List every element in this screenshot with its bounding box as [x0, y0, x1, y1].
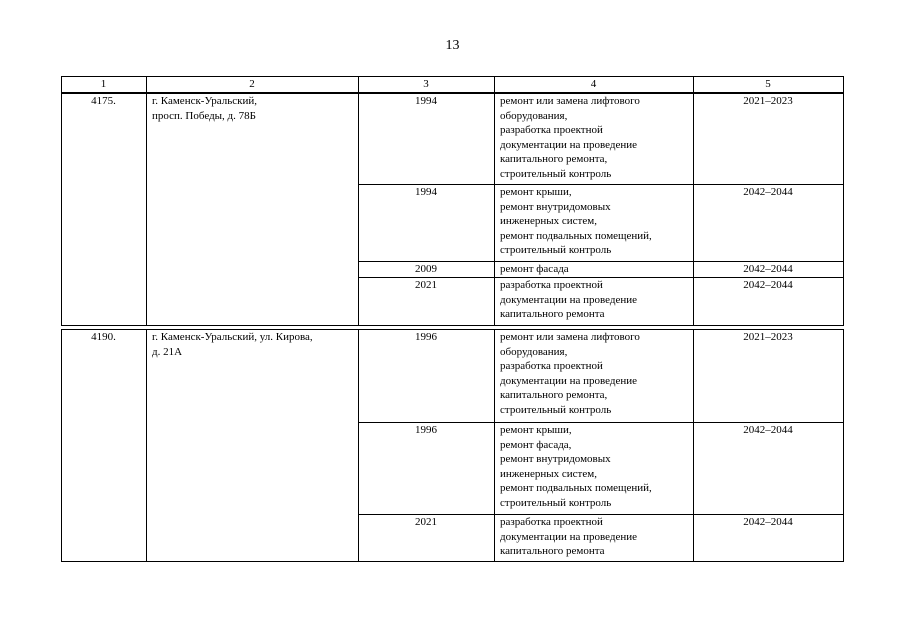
year-cell: 1994	[359, 94, 495, 185]
year-cell: 2021	[359, 515, 495, 562]
works-cell: ремонт или замена лифтового оборудования, разработка проектной документации на проведение капитального ремонта, строительный контроль	[495, 94, 694, 185]
period-cell: 2042–2044	[694, 262, 844, 278]
column-header-1: 1	[62, 77, 147, 93]
works-cell: ремонт крыши, ремонт фасада, ремонт внутридомовых инженерных систем, ремонт подвальных помещений, строительный контроль	[495, 423, 694, 515]
column-header-2: 2	[147, 77, 359, 93]
row-number: 4175.	[62, 94, 147, 326]
works-cell: ремонт крыши, ремонт внутридомовых инженерных систем, ремонт подвальных помещений, строительный контроль	[495, 185, 694, 262]
period-cell: 2042–2044	[694, 278, 844, 326]
building-group-table	[61, 93, 844, 326]
table-row	[62, 94, 844, 185]
year-cell: 1994	[359, 185, 495, 262]
period-cell: 2042–2044	[694, 423, 844, 515]
period-cell: 2021–2023	[694, 330, 844, 423]
building-address: г. Каменск-Уральский, просп. Победы, д. 78Б	[147, 94, 359, 326]
column-header-4: 4	[495, 77, 694, 93]
period-cell: 2021–2023	[694, 94, 844, 185]
building-group-table	[61, 329, 844, 562]
column-header-row	[62, 77, 844, 93]
column-header-table	[61, 76, 844, 93]
period-cell: 2042–2044	[694, 515, 844, 562]
column-header-3: 3	[359, 77, 495, 93]
works-cell: ремонт или замена лифтового оборудования, разработка проектной документации на проведение капитального ремонта, строительный контроль	[495, 330, 694, 423]
year-cell: 2009	[359, 262, 495, 278]
row-number: 4190.	[62, 330, 147, 562]
works-cell: разработка проектной документации на проведение капитального ремонта	[495, 515, 694, 562]
works-cell: разработка проектной документации на проведение капитального ремонта	[495, 278, 694, 326]
year-cell: 1996	[359, 330, 495, 423]
works-cell: ремонт фасада	[495, 262, 694, 278]
year-cell: 2021	[359, 278, 495, 326]
period-cell: 2042–2044	[694, 185, 844, 262]
building-address: г. Каменск-Уральский, ул. Кирова, д. 21А	[147, 330, 359, 562]
year-cell: 1996	[359, 423, 495, 515]
column-header-5: 5	[694, 77, 844, 93]
page-number: 13	[445, 38, 460, 53]
table-row	[62, 330, 844, 423]
